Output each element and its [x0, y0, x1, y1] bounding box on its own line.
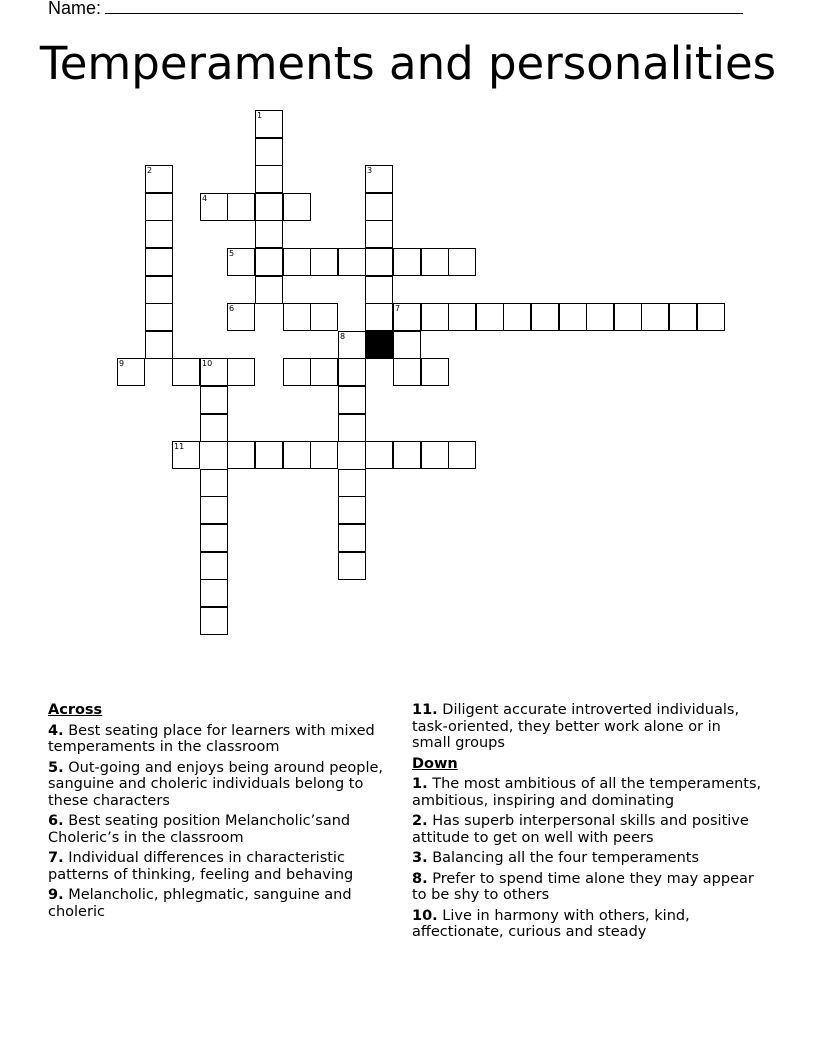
grid-cell[interactable] [338, 248, 366, 276]
grid-cell[interactable] [227, 303, 255, 331]
grid-cell[interactable] [200, 607, 228, 635]
clues-left-column [48, 702, 398, 924]
grid-cell[interactable] [145, 193, 173, 221]
down-clue-1: 1. The most ambitious of all the temperaments, ambitious, inspiring and dominating [412, 776, 762, 809]
grid-cell[interactable] [255, 165, 283, 193]
across-heading: Across [48, 702, 103, 718]
down-clue-3: 3. Balancing all the four temperaments [412, 850, 700, 866]
grid-cell[interactable] [200, 414, 228, 442]
grid-cell[interactable] [365, 248, 393, 276]
grid-cell[interactable] [255, 276, 283, 304]
clue-number: 5 [229, 249, 235, 258]
across-clue-7: 7. Individual differences in characteristic patterns of thinking, feeling and behaving [48, 850, 354, 883]
across-clue-5: 5. Out-going and enjoys being around people, sanguine and choleric individuals belong to these characters [48, 759, 383, 809]
grid-cell[interactable] [145, 331, 173, 359]
grid-cell[interactable] [503, 303, 531, 331]
clue-number: 2 [147, 166, 153, 175]
clue-number: 11 [174, 442, 185, 451]
black-square [365, 331, 393, 359]
grid-cell[interactable] [669, 303, 697, 331]
clue-number: 1 [257, 111, 263, 120]
clue-number: 9 [119, 359, 125, 368]
grid-cell[interactable] [421, 441, 449, 469]
grid-cell[interactable] [200, 552, 228, 580]
grid-cell[interactable] [145, 248, 173, 276]
grid-cell[interactable] [365, 165, 393, 193]
across-clue-11: 11. Diligent accurate introverted individuals, task-oriented, they better work alone or in small groups [412, 702, 740, 751]
grid-cell[interactable] [283, 248, 311, 276]
down-heading: Down [412, 755, 458, 772]
grid-cell[interactable] [200, 193, 228, 221]
grid-cell[interactable] [227, 441, 255, 469]
grid-cell[interactable] [310, 358, 338, 386]
grid-cell[interactable] [310, 248, 338, 276]
grid-cell[interactable] [255, 110, 283, 138]
grid-cell[interactable] [365, 220, 393, 248]
grid-cell[interactable] [448, 248, 476, 276]
grid-cell[interactable] [283, 303, 311, 331]
grid-cell[interactable] [365, 303, 393, 331]
grid-cell[interactable] [421, 303, 449, 331]
clue-number: 3 [367, 166, 373, 175]
grid-cell[interactable] [697, 303, 725, 331]
across-clue-6: 6. Best seating position Melancholic’sand Choleric’s in the classroom [48, 813, 351, 846]
grid-cell[interactable] [200, 579, 228, 607]
clue-number: 10 [202, 359, 213, 368]
down-clue-8: 8. Prefer to spend time alone they may appear to be shy to others [412, 870, 754, 903]
grid-cell[interactable] [255, 441, 283, 469]
grid-cell[interactable] [338, 552, 366, 580]
grid-cell[interactable] [172, 441, 200, 469]
grid-cell[interactable] [172, 358, 200, 386]
grid-cell[interactable] [559, 303, 587, 331]
grid-cell[interactable] [200, 496, 228, 524]
grid-cell[interactable] [338, 469, 366, 497]
grid-cell[interactable] [145, 276, 173, 304]
grid-cell[interactable] [393, 248, 421, 276]
grid-cell[interactable] [227, 193, 255, 221]
grid-cell[interactable] [145, 220, 173, 248]
grid-cell[interactable] [393, 303, 421, 331]
grid-cell[interactable] [448, 441, 476, 469]
grid-cell[interactable] [365, 276, 393, 304]
grid-cell[interactable] [421, 248, 449, 276]
grid-cell[interactable] [255, 220, 283, 248]
grid-cell[interactable] [283, 441, 311, 469]
grid-cell[interactable] [393, 358, 421, 386]
name-label: Name: [48, 0, 102, 18]
grid-cell[interactable] [227, 248, 255, 276]
across-clue-9: 9. Melancholic, phlegmatic, sanguine and choleric [48, 887, 352, 920]
across-clue-4: 4. Best seating place for learners with mixed temperaments in the classroom [48, 722, 375, 755]
grid-cell[interactable] [227, 358, 255, 386]
grid-cell[interactable] [310, 441, 338, 469]
clue-number: 6 [229, 304, 235, 313]
grid-cell[interactable] [338, 331, 366, 359]
grid-cell[interactable] [365, 441, 393, 469]
down-clue-10: 10. Live in harmony with others, kind, affectionate, curious and steady [412, 907, 690, 940]
grid-cell[interactable] [448, 303, 476, 331]
grid-cell[interactable] [200, 358, 228, 386]
clues-right-column [412, 702, 762, 945]
grid-cell[interactable] [393, 331, 421, 359]
grid-cell[interactable] [338, 386, 366, 414]
grid-cell[interactable] [200, 524, 228, 552]
grid-cell[interactable] [200, 469, 228, 497]
grid-cell[interactable] [614, 303, 642, 331]
clue-number: 4 [202, 194, 208, 203]
grid-cell[interactable] [476, 303, 504, 331]
grid-cell[interactable] [145, 165, 173, 193]
grid-cell[interactable] [283, 193, 311, 221]
grid-cell[interactable] [117, 358, 145, 386]
grid-cell[interactable] [421, 358, 449, 386]
grid-cell[interactable] [200, 386, 228, 414]
grid-cell[interactable] [283, 358, 311, 386]
clue-number: 7 [395, 304, 401, 313]
grid-cell[interactable] [338, 358, 366, 386]
grid-cell[interactable] [641, 303, 669, 331]
grid-cell[interactable] [338, 414, 366, 442]
grid-cell[interactable] [338, 524, 366, 552]
grid-cell[interactable] [586, 303, 614, 331]
grid-cell[interactable] [393, 441, 421, 469]
grid-cell[interactable] [255, 248, 283, 276]
page-title: Temperaments and personalities [39, 37, 777, 90]
grid-cell[interactable] [255, 193, 283, 221]
grid-cell[interactable] [365, 193, 393, 221]
down-clue-2: 2. Has superb interpersonal skills and positive attitude to get on well with peers [412, 813, 749, 846]
grid-cell[interactable] [145, 303, 173, 331]
grid-cell[interactable] [255, 138, 283, 166]
grid-cell[interactable] [531, 303, 559, 331]
clue-number: 8 [340, 332, 346, 341]
grid-cell[interactable] [310, 303, 338, 331]
grid-cell[interactable] [338, 496, 366, 524]
